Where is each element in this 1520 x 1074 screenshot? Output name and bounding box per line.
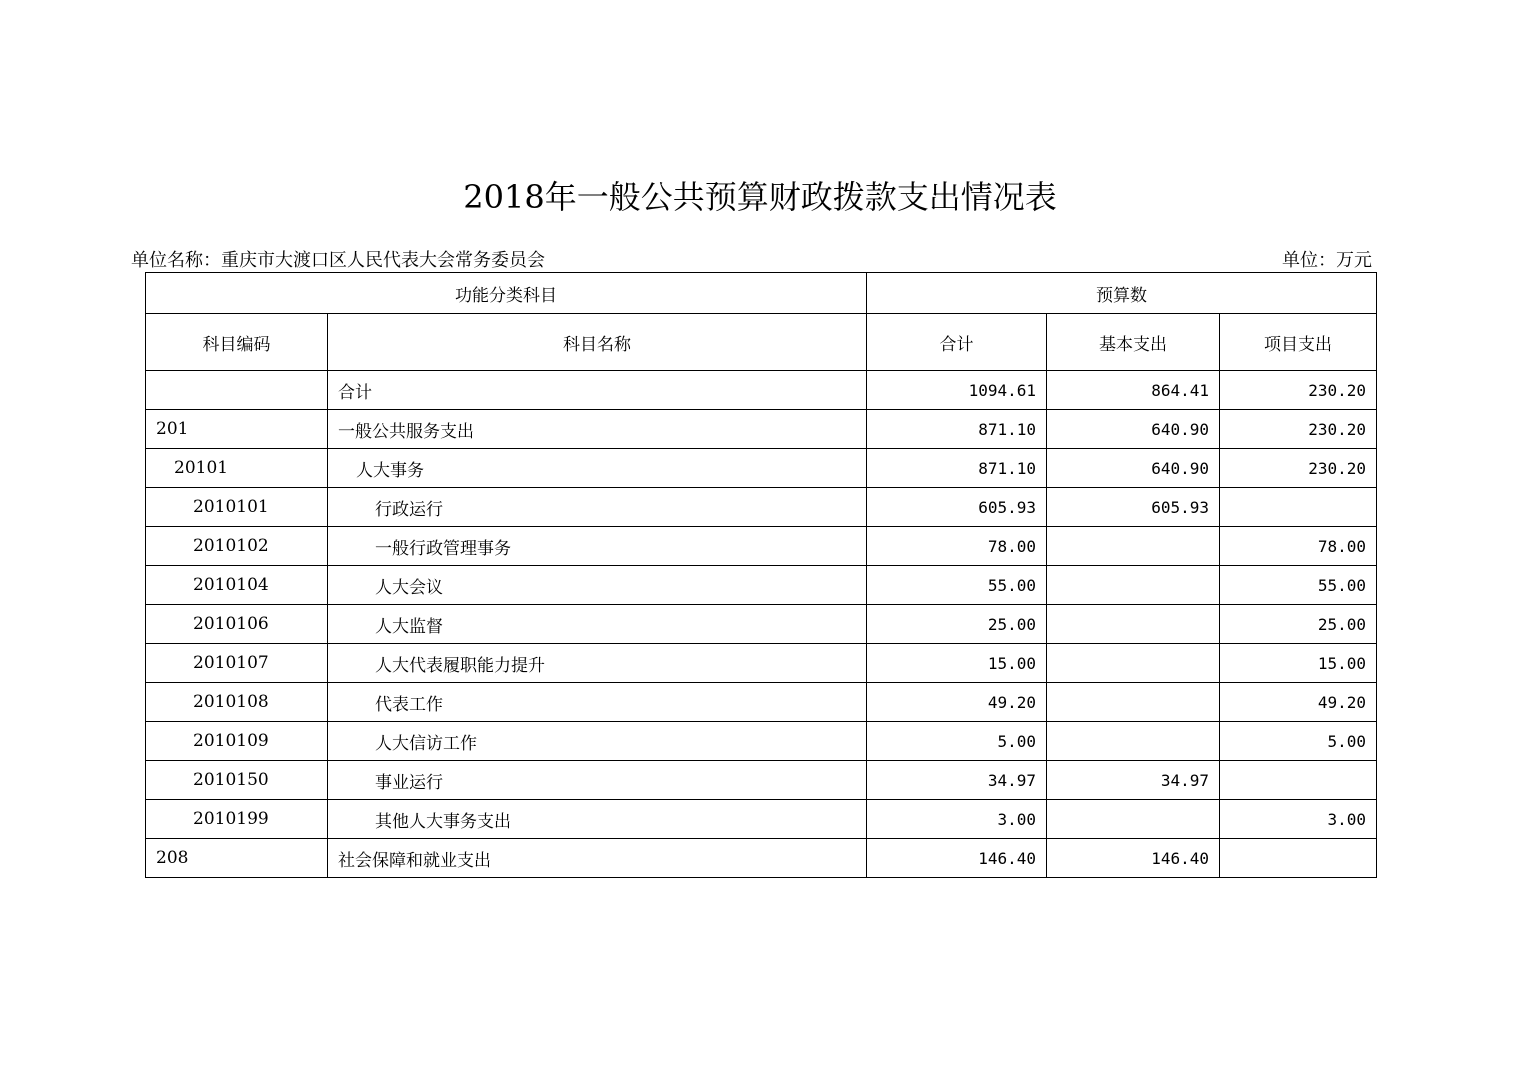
cell-code: 2010101 [146,488,328,527]
cell-basic [1047,527,1220,566]
cell-project: 49.20 [1220,683,1377,722]
cell-total: 1094.61 [867,371,1047,410]
cell-code: 2010107 [146,644,328,683]
cell-basic [1047,605,1220,644]
cell-name: 一般公共服务支出 [328,410,867,449]
cell-name: 人大会议 [328,566,867,605]
cell-code: 2010106 [146,605,328,644]
table-row [146,722,1377,761]
table-row [146,644,1377,683]
table-row [146,566,1377,605]
cell-basic [1047,566,1220,605]
cell-name: 人大监督 [328,605,867,644]
table-row [146,527,1377,566]
group-header-functional-classification: 功能分类科目 [146,273,867,314]
cell-name: 人大事务 [328,449,867,488]
cell-project: 230.20 [1220,371,1377,410]
cell-project [1220,488,1377,527]
cell-total: 78.00 [867,527,1047,566]
cell-basic [1047,722,1220,761]
cell-code: 2010104 [146,566,328,605]
cell-name: 合计 [328,371,867,410]
cell-total: 15.00 [867,644,1047,683]
cell-project: 25.00 [1220,605,1377,644]
table-row [146,410,1377,449]
page-title: 2018年一般公共预算财政拨款支出情况表 [463,178,1057,216]
table-row [146,371,1377,410]
cell-total: 25.00 [867,605,1047,644]
table-row [146,605,1377,644]
cell-project: 230.20 [1220,449,1377,488]
cell-total: 871.10 [867,410,1047,449]
cell-basic [1047,683,1220,722]
cell-code: 2010109 [146,722,328,761]
table-group-header-row [146,273,1377,314]
column-header-total: 合计 [867,314,1047,371]
cell-name: 一般行政管理事务 [328,527,867,566]
group-header-budget: 预算数 [867,273,1377,314]
cell-project: 230.20 [1220,410,1377,449]
cell-basic: 640.90 [1047,449,1220,488]
cell-code: 201 [146,410,328,449]
cell-basic: 34.97 [1047,761,1220,800]
cell-total: 605.93 [867,488,1047,527]
cell-name: 其他人大事务支出 [328,800,867,839]
cell-total: 5.00 [867,722,1047,761]
cell-basic: 640.90 [1047,410,1220,449]
table-row [146,683,1377,722]
cell-basic [1047,644,1220,683]
column-header-project: 项目支出 [1220,314,1377,371]
table-row [146,839,1377,878]
cell-project [1220,839,1377,878]
cell-basic: 864.41 [1047,371,1220,410]
cell-total: 146.40 [867,839,1047,878]
column-header-name: 科目名称 [328,314,867,371]
cell-project: 5.00 [1220,722,1377,761]
cell-total: 871.10 [867,449,1047,488]
cell-project [1220,761,1377,800]
cell-total: 3.00 [867,800,1047,839]
cell-name: 事业运行 [328,761,867,800]
cell-project: 55.00 [1220,566,1377,605]
table-body [146,371,1377,878]
table-row [146,800,1377,839]
cell-project: 3.00 [1220,800,1377,839]
table-row [146,488,1377,527]
unit-name-label: 单位名称：重庆市大渡口区人民代表大会常务委员会 [131,250,545,271]
cell-project: 15.00 [1220,644,1377,683]
cell-total: 34.97 [867,761,1047,800]
cell-code: 2010108 [146,683,328,722]
unit-label: 单位：万元 [1282,250,1372,271]
cell-code [146,371,328,410]
cell-name: 社会保障和就业支出 [328,839,867,878]
column-header-code: 科目编码 [146,314,328,371]
cell-code: 2010102 [146,527,328,566]
cell-project: 78.00 [1220,527,1377,566]
cell-basic: 146.40 [1047,839,1220,878]
cell-name: 代表工作 [328,683,867,722]
cell-name: 人大代表履职能力提升 [328,644,867,683]
column-header-basic: 基本支出 [1047,314,1220,371]
cell-code: 2010199 [146,800,328,839]
budget-table [145,272,1377,878]
table-row [146,761,1377,800]
cell-total: 55.00 [867,566,1047,605]
cell-name: 行政运行 [328,488,867,527]
cell-code: 208 [146,839,328,878]
cell-code: 2010150 [146,761,328,800]
table-row [146,449,1377,488]
cell-basic [1047,800,1220,839]
cell-basic: 605.93 [1047,488,1220,527]
cell-total: 49.20 [867,683,1047,722]
cell-code: 20101 [146,449,328,488]
table-column-header-row [146,314,1377,371]
cell-name: 人大信访工作 [328,722,867,761]
